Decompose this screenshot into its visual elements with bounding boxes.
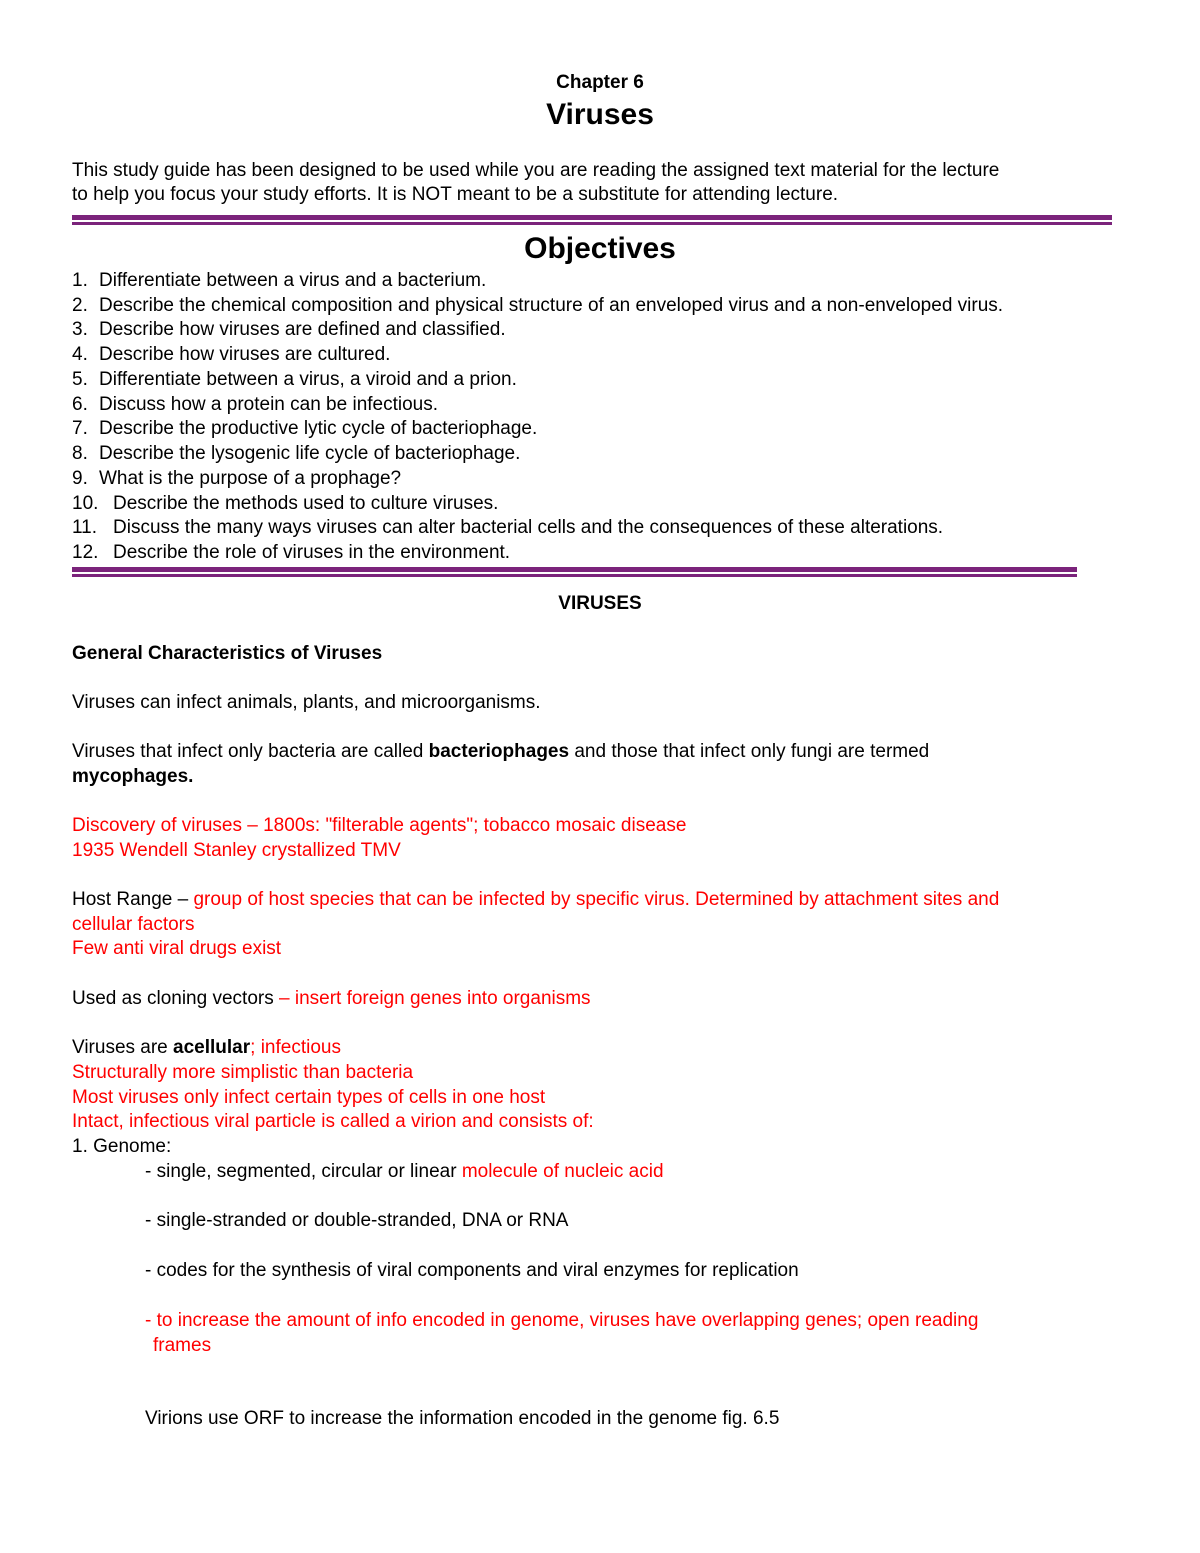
intro-line-1: This study guide has been designed to be used while you are reading the assigned text material for the lecture [72, 160, 1000, 181]
acellular-line: Viruses are acellular; infectious [72, 1037, 341, 1058]
genome-point-1: - single, segmented, circular or linear molecule of nucleic acid [145, 1161, 664, 1182]
antiviral-note: Few anti viral drugs exist [72, 938, 282, 959]
list-item: 3. Describe how viruses are defined and classified. [72, 319, 506, 340]
genome-heading: 1. Genome: [72, 1136, 172, 1157]
chapter-label: Chapter 6 [556, 72, 644, 93]
list-item: 7. Describe the productive lytic cycle of bacteriophage. [72, 418, 538, 439]
list-item: 9. What is the purpose of a prophage? [72, 468, 402, 489]
list-item: 6. Discuss how a protein can be infectious. [72, 394, 439, 415]
genome-point-4: - to increase the amount of info encoded in genome, viruses have overlapping genes; open reading [145, 1310, 979, 1331]
section-divider-bottom [72, 567, 1077, 578]
subheading: General Characteristics of Viruses [72, 643, 383, 664]
objectives-title: Objectives [524, 232, 676, 265]
stanley-note: 1935 Wendell Stanley crystallized TMV [72, 840, 401, 861]
simplistic-line: Structurally more simplistic than bacteria [72, 1062, 414, 1083]
section-heading: VIRUSES [558, 593, 642, 614]
list-item: 2. Describe the chemical composition and physical structure of an enveloped virus and a non-enveloped virus. [72, 295, 1004, 316]
list-item: 11. Discuss the many ways viruses can alter bacterial cells and the consequences of these alterations. [72, 517, 944, 538]
host-cells-line: Most viruses only infect certain types of cells in one host [72, 1087, 546, 1108]
genome-point-3: - codes for the synthesis of viral components and viral enzymes for replication [145, 1260, 799, 1281]
paragraph-infect: Viruses can infect animals, plants, and microorganisms. [72, 692, 541, 713]
genome-point-4-cont: frames [153, 1335, 212, 1356]
list-item: 4. Describe how viruses are cultured. [72, 344, 391, 365]
page-title: Viruses [546, 98, 654, 131]
orf-note: Virions use ORF to increase the information encoded in the genome fig. 6.5 [145, 1408, 780, 1429]
genome-point-2: - single-stranded or double-stranded, DNA or RNA [145, 1210, 569, 1231]
intro-line-2: to help you focus your study efforts. It is NOT meant to be a substitute for attending lecture. [72, 184, 839, 205]
host-range-cont: cellular factors [72, 914, 195, 935]
list-item: 8. Describe the lysogenic life cycle of bacteriophage. [72, 443, 521, 464]
host-range: Host Range – group of host species that can be infected by specific virus. Determined by attachment sites and [72, 889, 1000, 910]
list-item: 1. Differentiate between a virus and a bacterium. [72, 270, 487, 291]
list-item: 10. Describe the methods used to culture viruses. [72, 493, 499, 514]
virion-line: Intact, infectious viral particle is called a virion and consists of: [72, 1111, 594, 1132]
paragraph-phages-cont: mycophages. [72, 766, 194, 787]
discovery-note: Discovery of viruses – 1800s: "filterable agents"; tobacco mosaic disease [72, 815, 687, 836]
paragraph-phages: Viruses that infect only bacteria are called bacteriophages and those that infect only fungi are termed [72, 741, 930, 762]
cloning-vectors: Used as cloning vectors – insert foreign genes into organisms [72, 988, 591, 1009]
list-item: 12. Describe the role of viruses in the environment. [72, 542, 511, 563]
list-item: 5. Differentiate between a virus, a viroid and a prion. [72, 369, 517, 390]
section-divider-top [72, 215, 1112, 226]
